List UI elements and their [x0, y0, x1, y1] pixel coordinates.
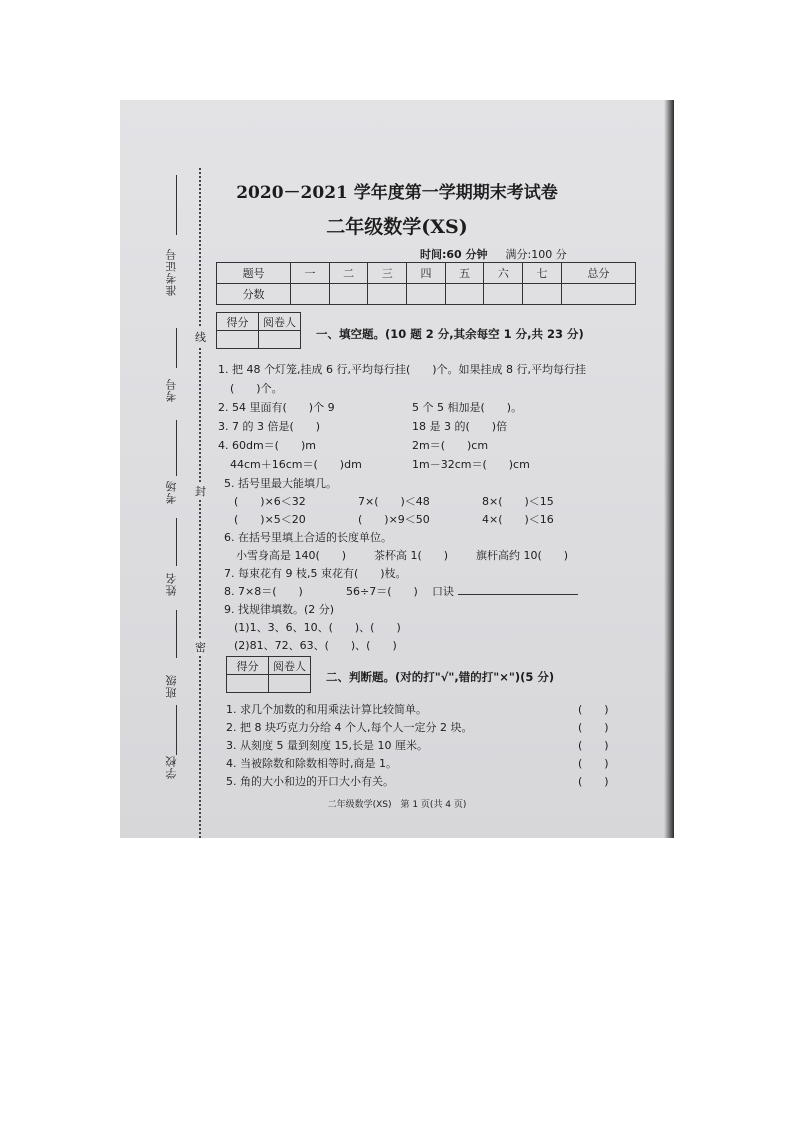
question-5f: 4×( )＜16: [482, 513, 554, 526]
question-8c: [432, 583, 578, 599]
score-table-cell: 一: [291, 263, 330, 284]
grader-box-grader-blank[interactable]: [259, 331, 301, 349]
question-6c: 旗杆高约 10( ): [476, 549, 569, 562]
exam-duration: 时间:60 分钟: [420, 248, 488, 261]
question-5d: ( )×5＜20: [234, 513, 306, 526]
score-cell-blank[interactable]: [329, 284, 368, 305]
score-cell-blank[interactable]: [523, 284, 562, 305]
margin-underline: [176, 610, 177, 658]
question-6a: 小雪身高是 140( ): [236, 549, 347, 562]
section1-title: 一、填空题。(10 题 2 分,其余每空 1 分,共 23 分): [316, 327, 584, 341]
score-cell-blank[interactable]: [368, 284, 407, 305]
judge-item-3: 3. 从刻度 5 量到刻度 15,长是 10 厘米。: [226, 739, 428, 752]
question-4d: 1m－32cm＝( )cm: [412, 458, 530, 471]
score-table-row-label: 分数: [217, 284, 291, 305]
question-5e: ( )×9＜50: [358, 513, 430, 526]
question-9a: (1)1、3、6、10、( )、( ): [234, 621, 401, 634]
grader-box-score-label: 得分: [217, 313, 259, 331]
score-table-score-row: [217, 284, 636, 305]
score-cell-blank[interactable]: [291, 284, 330, 305]
margin-underline: [176, 420, 177, 476]
judge-answer-slot-5[interactable]: ( ): [578, 775, 609, 788]
exam-time-info: [420, 246, 567, 262]
binding-dotted-line: [199, 168, 201, 838]
rhyme-answer-line[interactable]: [458, 585, 578, 595]
question-1-line2: ( )个。: [230, 382, 283, 395]
margin-label-class: 班级: [165, 674, 178, 698]
score-cell-blank[interactable]: [561, 284, 635, 305]
judge-answer-slot-4[interactable]: ( ): [578, 757, 609, 770]
grader-box-score-blank[interactable]: [227, 675, 269, 693]
grader-box-grader-label: 阅卷人: [269, 657, 311, 675]
question-4a: 4. 60dm＝( )m: [218, 439, 316, 452]
judge-item-2: 2. 把 8 块巧克力分给 4 个人,每个人一定分 2 块。: [226, 721, 473, 734]
margin-underline: [176, 518, 177, 566]
exam-full-score: 满分:100 分: [505, 248, 567, 261]
margin-label-school: 学校: [165, 755, 178, 779]
score-table-cell: 三: [368, 263, 407, 284]
question-2a: 2. 54 里面有( )个 9: [218, 401, 335, 414]
score-table-cell: 总分: [561, 263, 635, 284]
judge-answer-slot-2[interactable]: ( ): [578, 721, 609, 734]
score-cell-blank[interactable]: [407, 284, 446, 305]
question-6: 6. 在括号里填上合适的长度单位。: [224, 531, 392, 544]
question-3b: 18 是 3 的( )倍: [412, 420, 508, 433]
question-8c-label: 口诀: [432, 585, 454, 598]
exam-title: 2020－2021 学年度第一学期期末考试卷: [236, 183, 558, 203]
question-8b: 56÷7＝( ): [346, 585, 418, 598]
judge-answer-slot-1[interactable]: ( ): [578, 703, 609, 716]
question-2b: 5 个 5 相加是( )。: [412, 401, 523, 414]
question-5: 5. 括号里最大能填几。: [224, 477, 337, 490]
score-table-header-row: [217, 263, 636, 284]
section1-grader-box: [216, 312, 301, 349]
question-4b: 2m＝( )cm: [412, 439, 489, 452]
score-cell-blank[interactable]: [484, 284, 523, 305]
question-4c: 44cm＋16cm＝( )dm: [230, 458, 362, 471]
question-6b: 茶杯高 1( ): [374, 549, 449, 562]
margin-label-name: 姓名: [165, 572, 178, 596]
judge-answer-slot-3[interactable]: ( ): [578, 739, 609, 752]
question-5a: ( )×6＜32: [234, 495, 306, 508]
margin-underline: [176, 328, 177, 368]
margin-label-exam-room: 考场: [165, 480, 178, 504]
score-cell-blank[interactable]: [445, 284, 484, 305]
page-footer: 二年级数学(XS) 第 1 页(共 4 页): [327, 800, 467, 810]
exam-paper-photo: [120, 100, 674, 838]
section2-grader-box: [226, 656, 311, 693]
grader-box-grader-blank[interactable]: [269, 675, 311, 693]
score-table-cell: 四: [407, 263, 446, 284]
question-5b: 7×( )＜48: [358, 495, 430, 508]
grader-box-score-blank[interactable]: [217, 331, 259, 349]
score-table-cell: 五: [445, 263, 484, 284]
judge-item-4: 4. 当被除数和除数相等时,商是 1。: [226, 757, 397, 770]
margin-label-exam-id: 准考证号: [165, 248, 178, 296]
question-1-line1: 1. 把 48 个灯笼,挂成 6 行,平均每行挂( )个。如果挂成 8 行,平均每行挂: [218, 363, 587, 376]
seal-char-secret: 密: [195, 638, 206, 656]
score-table-cell: 七: [523, 263, 562, 284]
question-9: 9. 找规律填数。(2 分): [224, 603, 335, 616]
section2-title: 二、判断题。(对的打"√",错的打"×")(5 分): [326, 670, 555, 684]
seal-char-line: 线: [195, 328, 206, 346]
question-3a: 3. 7 的 3 倍是( ): [218, 420, 321, 433]
score-table-cell: 六: [484, 263, 523, 284]
seal-char-seal: 封: [195, 482, 206, 500]
question-5c: 8×( )＜15: [482, 495, 554, 508]
score-table-cell: 题号: [217, 263, 291, 284]
judge-item-5: 5. 角的大小和边的开口大小有关。: [226, 775, 394, 788]
question-7: 7. 每束花有 9 枝,5 束花有( )枝。: [224, 567, 407, 580]
score-table-cell: 二: [329, 263, 368, 284]
grader-box-score-label: 得分: [227, 657, 269, 675]
exam-subtitle: 二年级数学(XS): [326, 216, 468, 238]
margin-underline: [176, 705, 177, 755]
margin-label-exam-number: 考号: [165, 378, 178, 402]
judge-item-1: 1. 求几个加数的和用乘法计算比较简单。: [226, 703, 427, 716]
score-table: [216, 262, 636, 305]
question-8a: 8. 7×8＝( ): [224, 585, 303, 598]
grader-box-grader-label: 阅卷人: [259, 313, 301, 331]
question-9b: (2)81、72、63、( )、( ): [234, 639, 397, 652]
